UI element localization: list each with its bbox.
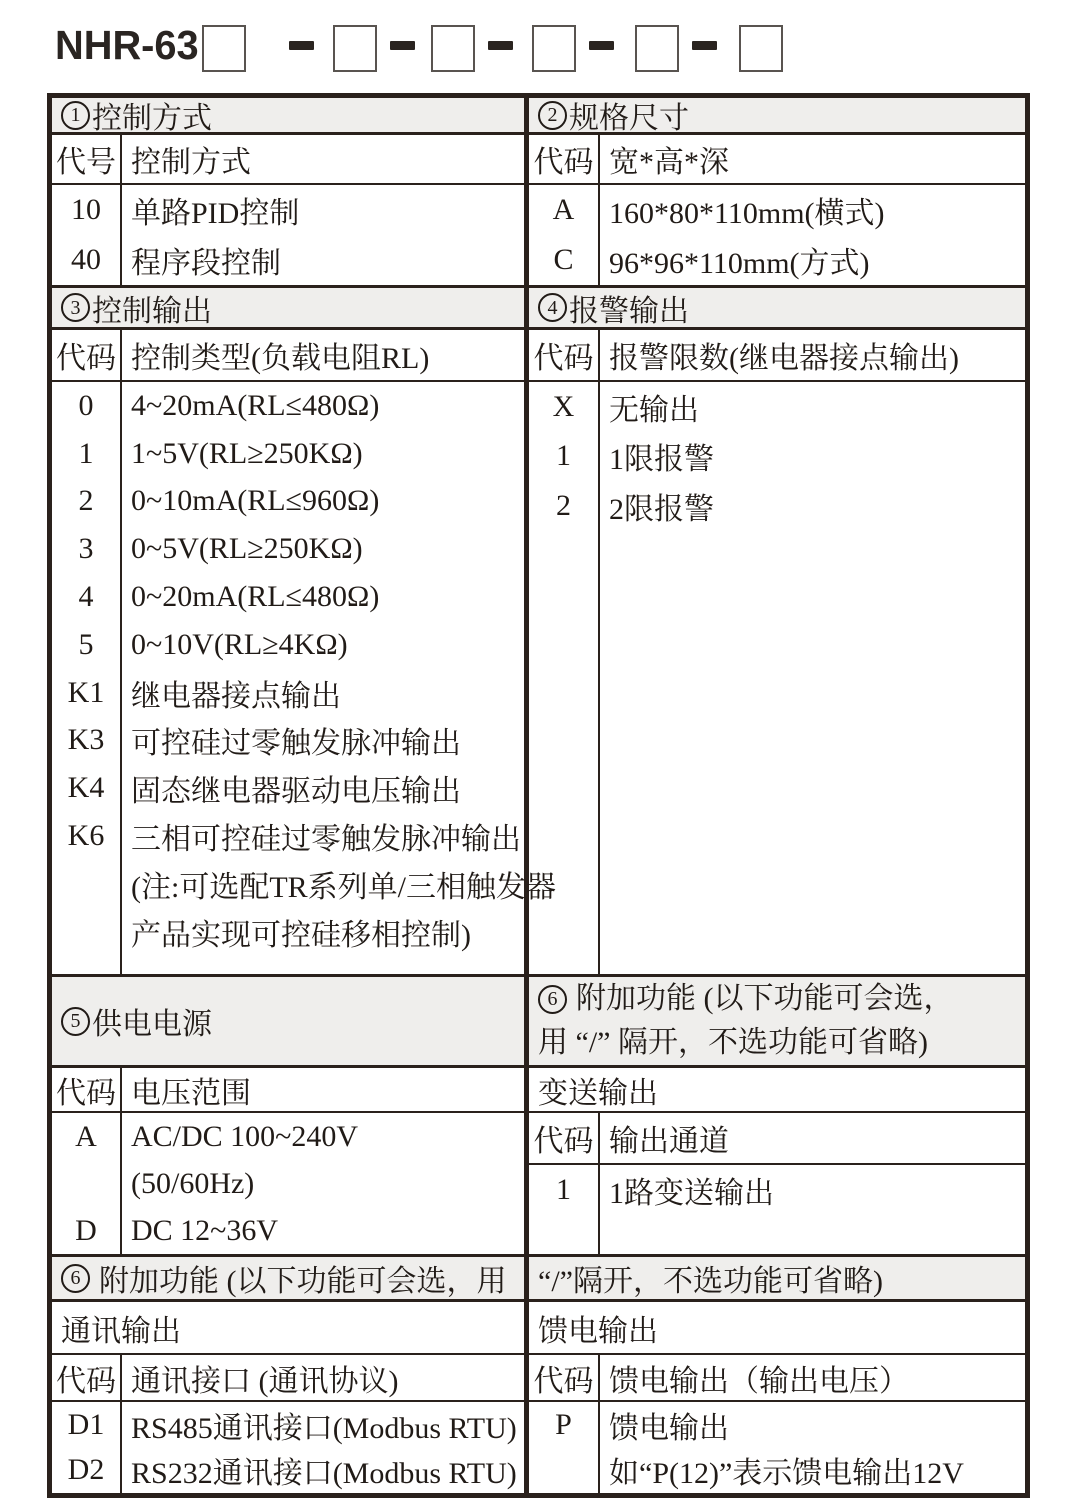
desc-cell: 继电器接点输出 bbox=[131, 679, 341, 713]
code-cell: K4 bbox=[67, 771, 105, 805]
feed-body bbox=[529, 1402, 1025, 1493]
code-cell bbox=[52, 1160, 120, 1207]
section-4-band bbox=[529, 288, 1025, 330]
code-header-cell: 代码 bbox=[56, 1076, 116, 1110]
desc-cell: 无输出 bbox=[609, 393, 699, 427]
desc-cell: RS485通讯接口(Modbus RTU) bbox=[131, 1411, 517, 1445]
section-2-column-headers bbox=[529, 135, 1025, 185]
code-header-cell: 代号 bbox=[56, 146, 116, 179]
code-cell: P bbox=[555, 1407, 572, 1441]
desc-cell: (注:可选配TR系列单/三相触发器 bbox=[131, 870, 556, 904]
code-cell bbox=[52, 908, 120, 956]
transmit-column-headers bbox=[529, 1113, 1025, 1165]
desc-header-cell: 馈电输出（输出电压） bbox=[609, 1364, 909, 1398]
section-6-band-right bbox=[529, 1257, 1025, 1302]
code-cell: 40 bbox=[71, 243, 101, 276]
code-cell: D2 bbox=[67, 1453, 105, 1487]
desc-cell: 1~5V(RL≥250KΩ) bbox=[131, 436, 363, 470]
section-2-body bbox=[529, 185, 1025, 288]
comm-column-headers bbox=[52, 1355, 524, 1402]
code-cell: A bbox=[75, 1119, 97, 1153]
section-1-band bbox=[52, 98, 524, 135]
section-3-band bbox=[52, 288, 524, 330]
code-cell: 10 bbox=[71, 193, 101, 226]
code-header-cell: 代码 bbox=[56, 342, 116, 375]
section-5-band bbox=[52, 977, 524, 1068]
feed-output-subtitle: 馈电输出 bbox=[529, 1302, 1025, 1355]
desc-header-cell: 宽*高*深 bbox=[609, 146, 729, 179]
code-cell: A bbox=[552, 193, 575, 226]
table-right-column bbox=[529, 98, 1025, 1493]
code-cell: 1 bbox=[78, 436, 94, 470]
desc-header-cell: 电压范围 bbox=[131, 1076, 251, 1110]
dash-icon bbox=[289, 41, 314, 50]
circled-number: 6 bbox=[538, 985, 567, 1014]
model-code-header bbox=[0, 0, 1080, 93]
dash-icon bbox=[390, 41, 415, 50]
code-cell: 0 bbox=[78, 388, 94, 422]
transmit-body bbox=[529, 1165, 1025, 1257]
section-4-body bbox=[529, 382, 1025, 977]
model-name: NHR-63 bbox=[55, 22, 199, 68]
comm-output-subtitle: 通讯输出 bbox=[52, 1302, 524, 1355]
code-cell: C bbox=[553, 243, 574, 276]
section-title-line-1: 附加功能 (以下功能可会选， bbox=[576, 982, 954, 1015]
desc-header-cell: 通讯接口 (通讯协议) bbox=[131, 1364, 399, 1398]
code-cell bbox=[52, 860, 120, 908]
desc-cell: 2限报警 bbox=[609, 492, 714, 526]
desc-cell: 单路PID控制 bbox=[131, 197, 300, 230]
desc-cell: RS232通讯接口(Modbus RTU) bbox=[131, 1457, 517, 1491]
section-3-body bbox=[52, 382, 556, 977]
desc-cell: DC 12~36V bbox=[131, 1213, 279, 1247]
desc-header-cell: 控制类型(负载电阻RL) bbox=[131, 342, 430, 375]
dash-icon bbox=[589, 41, 614, 50]
code-header-cell: 代码 bbox=[533, 1125, 594, 1158]
code-cell: 1 bbox=[556, 1173, 571, 1206]
circled-number: 4 bbox=[538, 293, 567, 322]
section-1-column-headers bbox=[52, 135, 524, 185]
desc-cell: 可控硅过零触发脉冲输出 bbox=[131, 727, 461, 761]
desc-cell: 馈电输出 bbox=[609, 1411, 729, 1445]
dash-icon bbox=[692, 41, 717, 50]
section-1-body bbox=[52, 185, 524, 288]
desc-cell: 固态继电器驱动电压输出 bbox=[131, 775, 461, 809]
table-left-column bbox=[52, 98, 556, 1493]
code-header-cell: 代码 bbox=[56, 1364, 116, 1398]
section-5-body bbox=[52, 1113, 524, 1257]
desc-cell: 产品实现可控硅移相控制) bbox=[131, 918, 471, 952]
section-6-band-intro bbox=[529, 977, 1025, 1068]
transmit-output-subtitle: 变送输出 bbox=[529, 1068, 1025, 1113]
ordering-table bbox=[47, 93, 1030, 1498]
desc-cell: 160*80*110mm(横式) bbox=[609, 197, 885, 230]
section-title: 附加功能 (以下功能可会选，用 bbox=[99, 1265, 507, 1298]
code-cell: K1 bbox=[67, 675, 105, 709]
model-code-box-3 bbox=[431, 25, 475, 72]
circled-number: 2 bbox=[538, 101, 567, 130]
section-title: 供电电源 bbox=[92, 1008, 212, 1041]
code-cell: D bbox=[75, 1213, 97, 1247]
desc-cell: 1限报警 bbox=[609, 443, 714, 477]
code-cell: 2 bbox=[556, 488, 571, 522]
desc-cell: 4~20mA(RL≤480Ω) bbox=[131, 388, 380, 422]
circled-number: 3 bbox=[61, 293, 90, 322]
desc-cell: 0~10mA(RL≤960Ω) bbox=[131, 484, 380, 518]
desc-cell: 程序段控制 bbox=[131, 247, 281, 280]
desc-cell: 如“P(12)”表示馈电输出12V bbox=[609, 1457, 964, 1491]
code-cell: X bbox=[552, 389, 575, 423]
circled-number: 6 bbox=[61, 1264, 90, 1293]
model-code-box-2 bbox=[333, 25, 377, 72]
desc-cell: AC/DC 100~240V bbox=[131, 1119, 359, 1153]
code-cell: 3 bbox=[78, 532, 94, 566]
code-header-cell: 代码 bbox=[533, 1364, 594, 1398]
feed-column-headers bbox=[529, 1355, 1025, 1402]
dash-icon bbox=[488, 41, 513, 50]
code-cell: K3 bbox=[67, 723, 105, 757]
code-header-cell: 代码 bbox=[533, 146, 594, 179]
section-title: 规格尺寸 bbox=[569, 102, 689, 135]
section-title: 控制输出 bbox=[92, 294, 212, 328]
desc-header-cell: 输出通道 bbox=[609, 1125, 729, 1158]
desc-cell: 1路变送输出 bbox=[609, 1177, 774, 1210]
desc-cell: 0~10V(RL≥4KΩ) bbox=[131, 627, 348, 661]
model-code-box-6 bbox=[739, 25, 783, 72]
section-title: 报警输出 bbox=[569, 294, 689, 328]
section-2-band bbox=[529, 98, 1025, 135]
code-cell: 1 bbox=[556, 439, 571, 473]
model-code-box-1 bbox=[202, 25, 246, 72]
section-5-column-headers bbox=[52, 1068, 524, 1113]
desc-cell: 0~5V(RL≥250KΩ) bbox=[131, 532, 363, 566]
desc-cell: 96*96*110mm(方式) bbox=[609, 247, 870, 280]
model-code-box-5 bbox=[635, 25, 679, 72]
desc-header-cell: 控制方式 bbox=[131, 146, 251, 179]
model-code-box-4 bbox=[532, 25, 576, 72]
desc-cell: 三相可控硅过零触发脉冲输出 bbox=[131, 823, 521, 857]
code-cell: K6 bbox=[67, 819, 105, 853]
circled-number: 5 bbox=[61, 1007, 90, 1036]
circled-number: 1 bbox=[61, 101, 90, 130]
section-4-column-headers bbox=[529, 330, 1025, 382]
code-cell: 5 bbox=[78, 627, 94, 661]
section-title: “/”隔开，不选功能可省略) bbox=[538, 1265, 883, 1298]
desc-cell: (50/60Hz) bbox=[131, 1166, 255, 1200]
code-cell: D1 bbox=[67, 1407, 105, 1441]
section-6-band-left bbox=[52, 1257, 524, 1302]
desc-header-cell: 报警限数(继电器接点输出) bbox=[609, 342, 959, 375]
code-cell: 4 bbox=[78, 580, 94, 614]
desc-cell: 0~20mA(RL≤480Ω) bbox=[131, 580, 380, 614]
section-3-column-headers bbox=[52, 330, 524, 382]
section-title: 控制方式 bbox=[92, 102, 212, 135]
comm-body bbox=[52, 1402, 524, 1493]
code-cell: 2 bbox=[78, 484, 94, 518]
code-header-cell: 代码 bbox=[533, 342, 594, 375]
section-title-line-2: 用 “/” 隔开，不选功能可省略) bbox=[538, 1026, 928, 1059]
